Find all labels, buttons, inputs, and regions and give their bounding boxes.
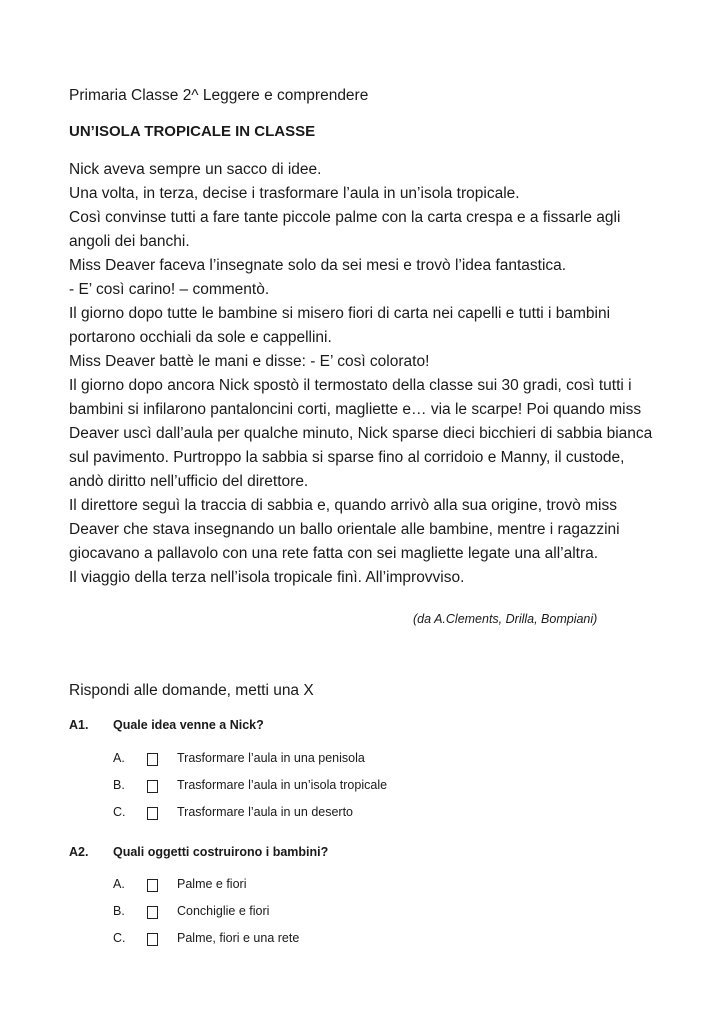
answer-checkbox[interactable] [147,933,158,946]
option-letter: A. [113,877,125,891]
option-text: Conchiglie e fiori [177,904,270,918]
option-a1-a[interactable] [113,751,673,771]
option-letter: C. [113,805,126,819]
story-text [69,158,669,590]
option-text: Palme e fiori [177,877,247,891]
story-line: Nick aveva sempre un sacco di idee. [69,161,322,178]
story-line: angoli dei banchi. [69,233,190,250]
option-text: Palme, fiori e una rete [177,931,300,945]
option-letter: B. [113,904,125,918]
question-number: A2. [69,845,89,859]
instructions: Rispondi alle domande, metti una X [69,682,314,699]
question-text: Quali oggetti costruirono i bambini? [113,845,329,859]
option-text: Trasformare l’aula in una penisola [177,751,365,765]
page-header: Primaria Classe 2^ Leggere e comprendere [69,87,369,104]
option-a1-b[interactable] [113,778,673,798]
option-text: Trasformare l’aula in un deserto [177,805,354,819]
story-line: - E’ così carino! – commentò. [69,281,270,298]
story-line: Miss Deaver faceva l’insegnate solo da sei mesi e trovò l’idea fantastica. [69,257,567,274]
answer-checkbox[interactable] [147,753,158,766]
option-text: Trasformare l’aula in un’isola tropicale [177,778,388,792]
story-line: andò diritto nell’ufficio del direttore. [69,473,309,490]
option-letter: C. [113,931,126,945]
option-a2-c[interactable] [113,931,673,951]
question-number: A1. [69,718,89,732]
answer-checkbox[interactable] [147,906,158,919]
option-a2-b[interactable] [113,904,673,924]
option-letter: B. [113,778,125,792]
story-line: sul pavimento. Purtroppo la sabbia si sparse fino al corridoio e Manny, il custode, [69,449,625,466]
story-line: Il giorno dopo tutte le bambine si misero fiori di carta nei capelli e tutti i bambini [69,305,611,322]
story-line: Una volta, in terza, decise i trasformare l’aula in un’isola tropicale. [69,185,520,202]
story-line: Il direttore seguì la traccia di sabbia e, quando arrivò alla sua origine, trovò miss [69,497,617,514]
story-line: Deaver che stava insegnando un ballo orientale alle bambine, mentre i ragazzini [69,521,620,538]
question-text: Quale idea venne a Nick? [113,718,264,732]
answer-checkbox[interactable] [147,879,158,892]
option-a2-a[interactable] [113,877,673,897]
story-line: Il giorno dopo ancora Nick spostò il termostato della classe sui 30 gradi, così tutti i [69,377,632,394]
option-a1-c[interactable] [113,805,673,825]
story-line: Deaver uscì dall’aula per qualche minuto, Nick sparse dieci bicchieri di sabbia bianca [69,425,653,442]
story-line: Il viaggio della terza nell’isola tropicale finì. All’improvviso. [69,569,465,586]
option-letter: A. [113,751,125,765]
story-line: Miss Deaver battè le mani e disse: - E’ così colorato! [69,353,430,370]
story-source: (da A.Clements, Drilla, Bompiani) [413,612,598,626]
story-line: Così convinse tutti a fare tante piccole palme con la carta crespa e a fissarle agli [69,209,621,226]
answer-checkbox[interactable] [147,780,158,793]
story-line: bambini si infilarono pantaloncini corti, magliette e… via le scarpe! Poi quando miss [69,401,642,418]
answer-checkbox[interactable] [147,807,158,820]
story-line: portarono occhiali da sole e cappellini. [69,329,332,346]
story-line: giocavano a pallavolo con una rete fatta con sei magliette legate una all’altra. [69,545,599,562]
story-title: UN’ISOLA TROPICALE IN CLASSE [69,123,316,140]
